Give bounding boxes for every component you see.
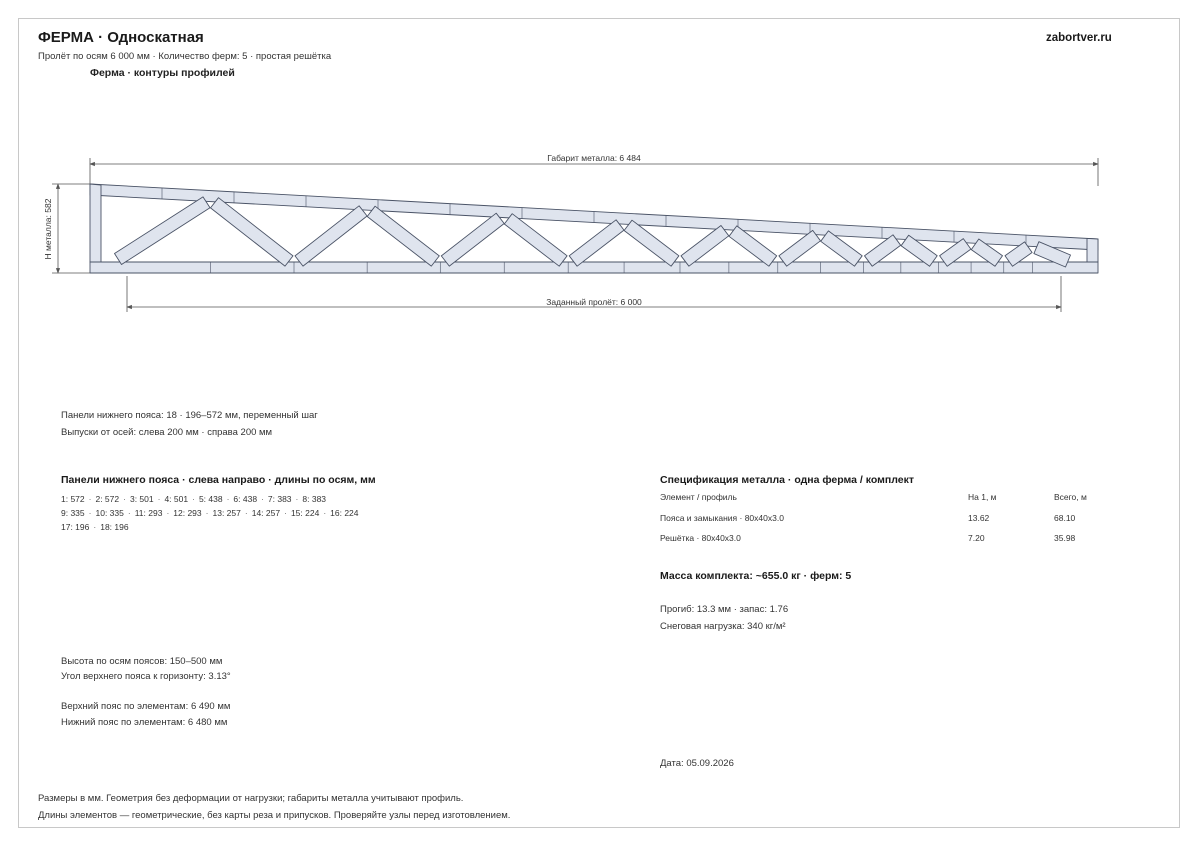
height-dimension-label: Н металла: 582: [43, 198, 53, 260]
bottom-chord-length-note: Нижний пояс по элементам: 6 480 мм: [61, 717, 228, 728]
truss-profiles: [90, 184, 1098, 273]
panel-separator: ·: [295, 494, 299, 504]
panels-list: [61, 492, 421, 534]
panel-length: 18: 196: [100, 522, 129, 532]
panel-length: 3: 501: [129, 494, 154, 504]
spec-row-total: 35.98: [1054, 533, 1076, 543]
panel-length: 11: 293: [134, 508, 163, 518]
panel-length: 16: 224: [330, 508, 359, 518]
spec-header-element: Элемент / профиль: [660, 492, 737, 502]
panel-separator: ·: [88, 494, 92, 504]
panel-separator: ·: [226, 494, 230, 504]
page-subtitle: Пролёт по осям 6 000 мм · Количество ферм: 5 · простая решётка: [38, 51, 332, 62]
web-diagonal: [367, 206, 439, 266]
web-diagonal: [295, 206, 367, 266]
panel-length: 7: 383: [267, 494, 292, 504]
snow-load-note: Снеговая нагрузка: 340 кг/м²: [660, 621, 786, 632]
panel-length: 13: 257: [212, 508, 241, 518]
top-chord-length-note: Верхний пояс по элементам: 6 490 мм: [61, 701, 231, 712]
panel-separator: ·: [127, 508, 131, 518]
panel-separator: ·: [123, 494, 126, 504]
panel-length: 8: 383: [302, 494, 327, 504]
spec-row-total: 68.10: [1054, 513, 1076, 523]
panel-separator: ·: [244, 508, 248, 518]
web-diagonal: [681, 226, 729, 267]
panel-length: 14: 257: [251, 508, 281, 518]
site-name: zabortver.ru: [1046, 32, 1112, 44]
web-diagonal: [569, 220, 624, 266]
web-diagonal: [779, 230, 821, 266]
spec-row-element: Решётка · 80x40x3.0: [660, 533, 741, 543]
panel-length: 10: 335: [95, 508, 124, 518]
chord-height-note: Высота по осям поясов: 150–500 мм: [61, 656, 223, 667]
overall-dimension-label: Габарит металла: 6 484: [547, 153, 641, 163]
left-end-post: [90, 184, 101, 262]
panel-separator: ·: [261, 494, 264, 504]
panel-length: 9: 335: [61, 508, 85, 518]
kit-mass: Масса комплекта: ~655.0 кг · ферм: 5: [660, 570, 852, 582]
panel-length: 6: 438: [233, 494, 258, 504]
drawing-date: Дата: 05.09.2026: [660, 758, 734, 769]
spec-row: [660, 513, 1100, 527]
spec-row-per-one: 13.62: [968, 513, 990, 523]
spec-row-element: Пояса и замыкания · 80x40x3.0: [660, 513, 784, 523]
panel-length: 17: 196: [61, 522, 90, 532]
web-diagonal: [504, 214, 567, 267]
spec-header-total: Всего, м: [1054, 492, 1087, 502]
web-diagonal: [115, 197, 211, 265]
panel-length: 4: 501: [164, 494, 189, 504]
page-title: ФЕРМА · Односкатная: [38, 29, 204, 46]
chord-angle-note: Угол верхнего пояса к горизонту: 3.13°: [61, 671, 231, 682]
panel-length: 1: 572: [61, 494, 85, 504]
spec-row-per-one: 7.20: [968, 533, 985, 543]
panel-separator: ·: [166, 508, 170, 518]
web-diagonal: [211, 198, 294, 266]
panel-separator: ·: [284, 508, 287, 518]
panel-separator: ·: [157, 494, 161, 504]
spec-header-row: [660, 492, 1100, 506]
span-dimension-label: Заданный пролёт: 6 000: [546, 297, 642, 307]
panel-length: 2: 572: [95, 494, 120, 504]
panel-separator: ·: [88, 508, 92, 518]
footer-note-1: Размеры в мм. Геометрия без деформации от нагрузки; габариты металла учитывают профиль.: [38, 793, 464, 804]
web-diagonal: [441, 213, 504, 266]
footer-note-2: Длины элементов — геометрические, без карты реза и припусков. Проверяйте узлы перед изготовлением.: [38, 810, 511, 821]
panels-note: Панели нижнего пояса: 18 · 196–572 мм, переменный шаг: [61, 410, 318, 421]
panel-separator: ·: [323, 508, 327, 518]
panel-length: 5: 438: [198, 494, 223, 504]
web-diagonal: [865, 235, 901, 266]
spec-title: Спецификация металла · одна ферма / комплект: [660, 474, 915, 486]
panel-length: 12: 293: [173, 508, 202, 518]
spec-row: [660, 533, 1100, 547]
panel-separator: ·: [205, 508, 209, 518]
panel-separator: ·: [192, 494, 195, 504]
spec-header-per-one: На 1, м: [968, 492, 997, 502]
panel-length: 15: 224: [290, 508, 320, 518]
right-end-post: [1087, 238, 1098, 262]
panels-title: Панели нижнего пояса · слева направо · длины по осям, мм: [61, 474, 376, 486]
deflection-note: Прогиб: 13.3 мм · запас: 1.76: [660, 604, 789, 615]
panel-separator: ·: [93, 522, 97, 532]
drawing-title: Ферма · контуры профилей: [90, 67, 235, 79]
overhang-note: Выпуски от осей: слева 200 мм · справа 200 мм: [61, 427, 273, 438]
